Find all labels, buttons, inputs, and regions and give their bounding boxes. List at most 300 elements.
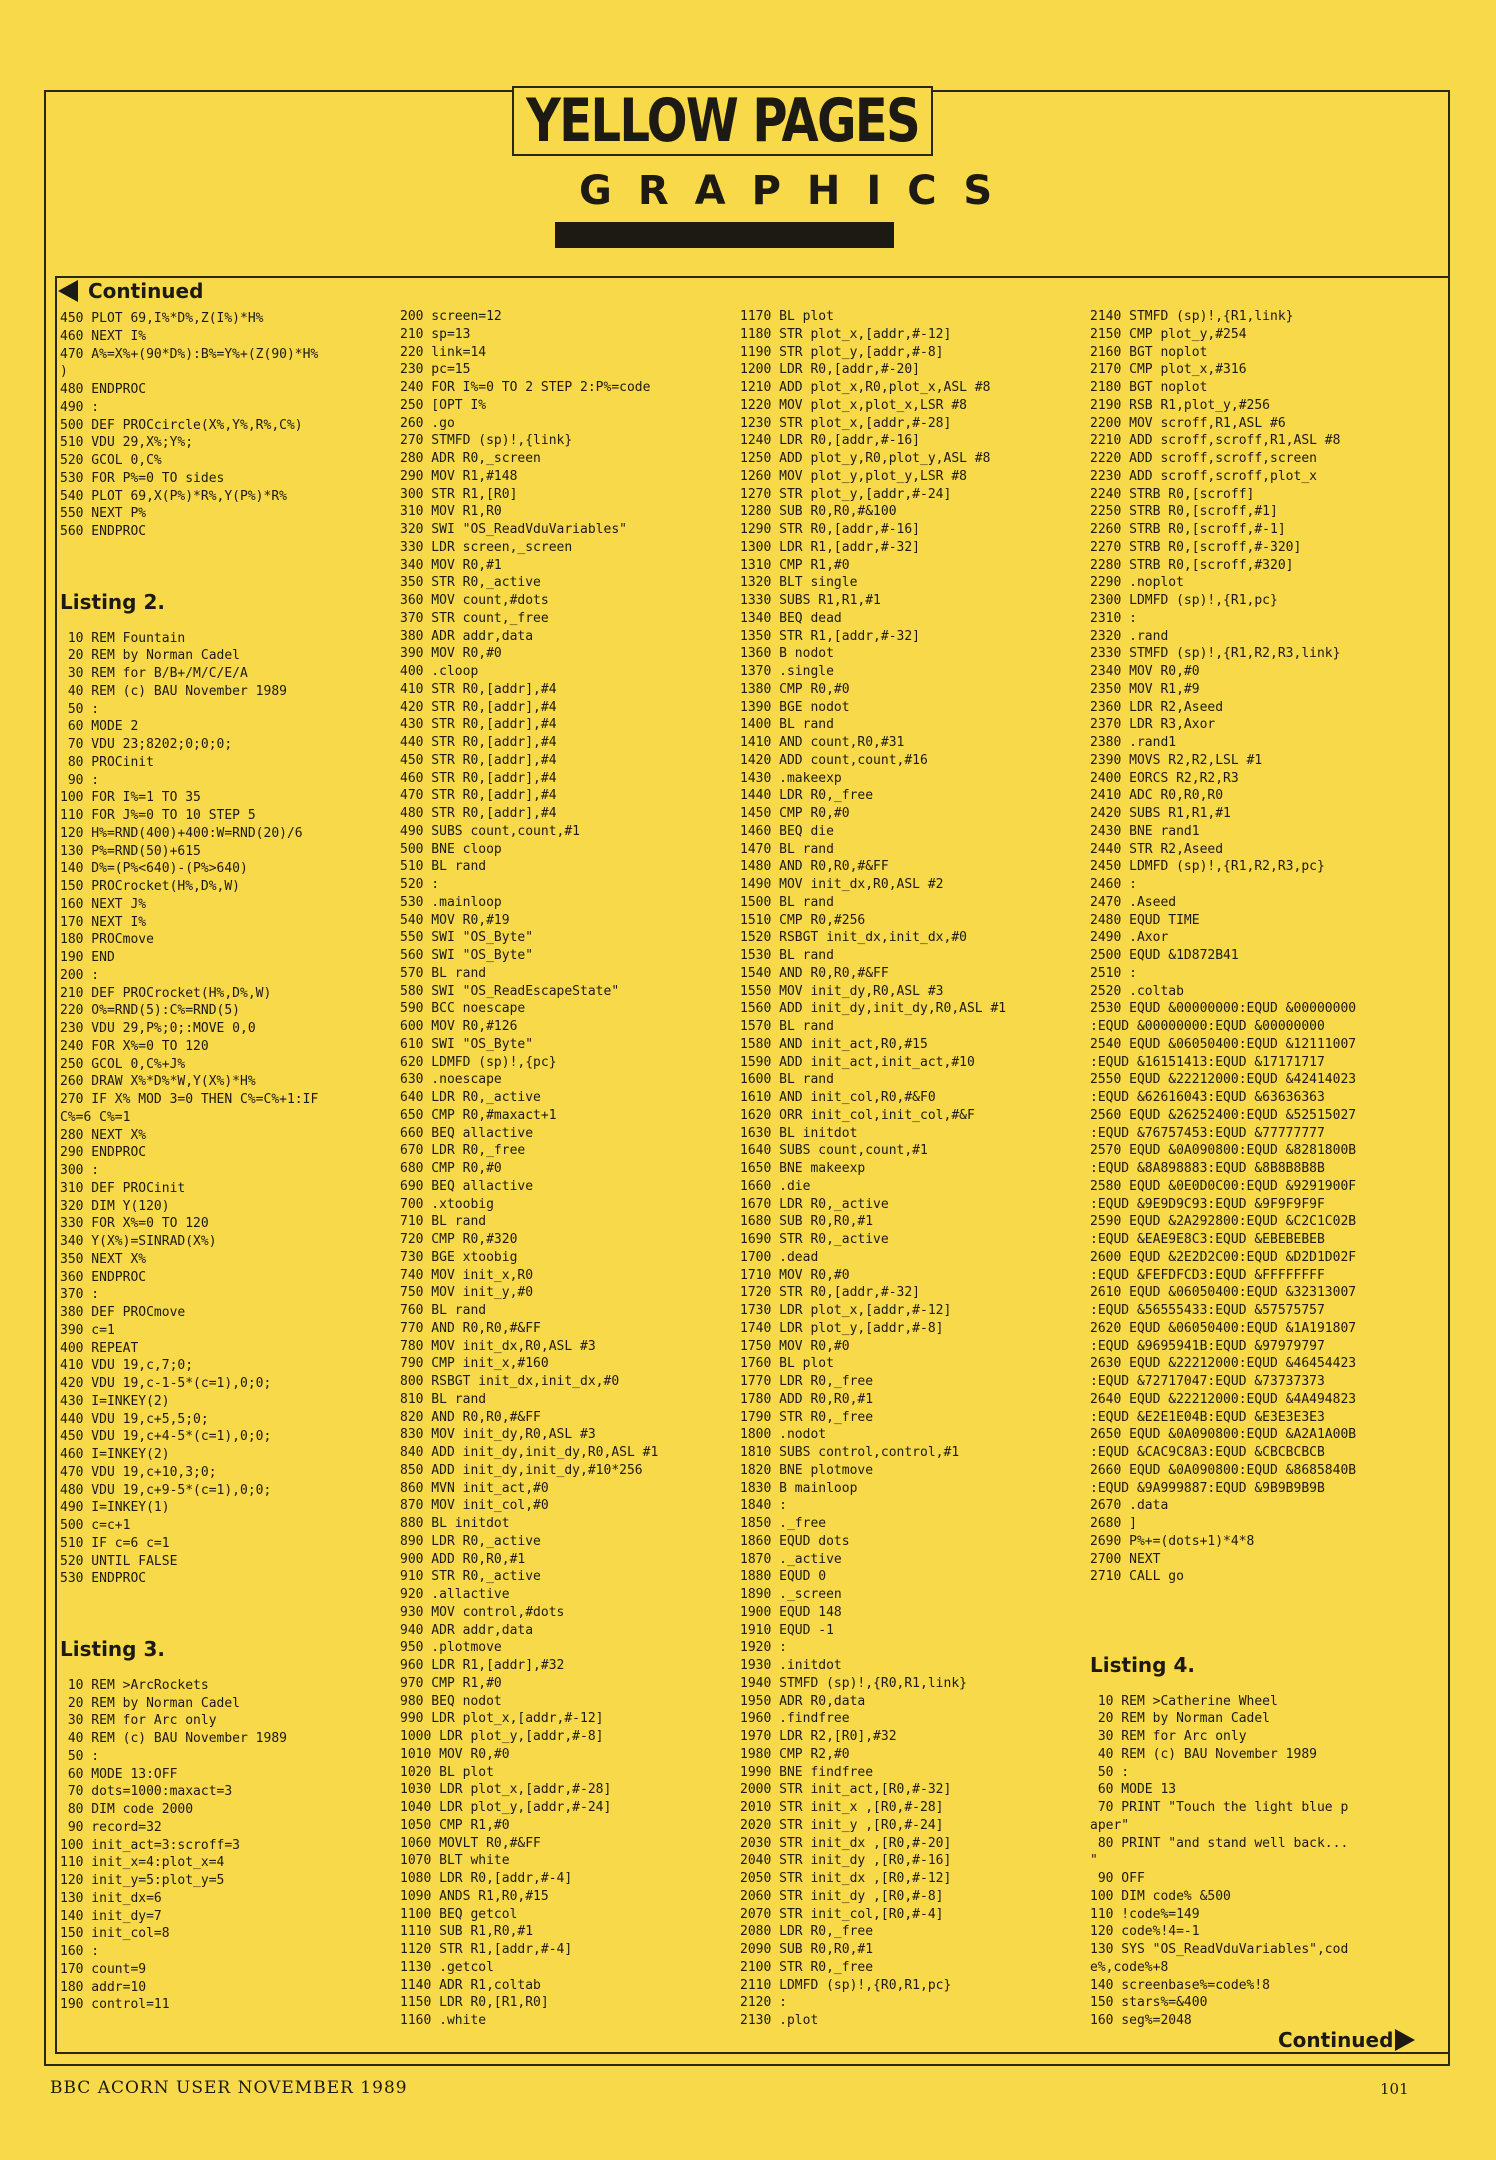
code-line: 1510 CMP R0,#256 <box>740 912 866 928</box>
code-line: 320 DIM Y(120) <box>60 1198 170 1214</box>
code-line: 910 STR R0,_active <box>400 1569 541 1585</box>
code-line: 690 BEQ allactive <box>400 1178 534 1194</box>
code-line: 270 IF X% MOD 3=0 THEN C%=C%+1:IF <box>60 1092 319 1107</box>
page-number: 101 <box>1380 2080 1409 2098</box>
code-line: 160 NEXT J% <box>60 896 147 912</box>
code-line: 230 pc=15 <box>400 362 471 378</box>
code-line: 2270 STRB R0,[scroff,#-320] <box>1090 539 1302 555</box>
code-line: 2220 ADD scroff,scroff,screen <box>1090 451 1317 466</box>
code-line: :EQUD &9A999887:EQUD &9B9B9B9B <box>1090 1480 1325 1496</box>
continued-next-label <box>1278 2028 1415 2052</box>
code-line: 1070 BLT white <box>400 1853 510 1869</box>
code-line: 40 REM (c) BAU November 1989 <box>60 1731 287 1746</box>
code-line: 10 REM Fountain <box>60 630 186 646</box>
code-line: 1590 ADD init_act,init_act,#10 <box>740 1054 975 1070</box>
code-line: 790 CMP init_x,#160 <box>400 1356 549 1372</box>
code-line: 1500 BL rand <box>740 894 834 910</box>
code-line: 1820 BNE plotmove <box>740 1462 874 1478</box>
code-line: 1470 BL rand <box>740 841 834 857</box>
code-line: 920 .allactive <box>400 1587 510 1602</box>
code-line: 140 D%=(P%<640)-(P%>640) <box>60 861 248 877</box>
code-line: 310 DEF PROCinit <box>60 1180 186 1196</box>
code-line: 930 MOV control,#dots <box>400 1604 565 1620</box>
code-line: 200 screen=12 <box>400 309 502 324</box>
code-line <box>1090 1675 1440 1693</box>
code-line: 400 REPEAT <box>60 1340 139 1356</box>
code-line: 1410 AND count,R0,#31 <box>740 735 905 750</box>
code-line: 40 REM (c) BAU November 1989 <box>1090 1746 1317 1762</box>
code-line: 1770 LDR R0,_free <box>740 1374 874 1389</box>
code-line: 530 ENDPROC <box>60 1571 147 1587</box>
code-line: 460 STR R0,[addr],#4 <box>400 770 557 786</box>
code-line: 2250 STRB R0,[scroff,#1] <box>1090 504 1278 520</box>
code-line: 1340 BEQ dead <box>740 610 842 626</box>
code-line: 2470 .Aseed <box>1090 894 1177 910</box>
code-line: 520 : <box>400 877 440 892</box>
code-line: 320 SWI "OS_ReadVduVariables" <box>400 522 627 537</box>
code-line: 2530 EQUD &00000000:EQUD &00000000 <box>1090 1001 1357 1017</box>
code-line: 2120 : <box>740 1995 787 2011</box>
code-line: 710 BL rand <box>400 1214 487 1230</box>
code-line: 1220 MOV plot_x,plot_x,LSR #8 <box>740 397 967 413</box>
code-line: 700 .xtoobig <box>400 1196 494 1212</box>
code-line: 80 PROCinit <box>60 754 154 770</box>
code-line: :EQUD &9695941B:EQUD &97979797 <box>1090 1338 1325 1354</box>
code-line <box>60 1659 400 1677</box>
code-line: :EQUD &9E9D9C93:EQUD &9F9F9F9F <box>1090 1196 1325 1212</box>
code-line: 2010 STR init_x ,[R0,#-28] <box>740 1800 944 1815</box>
code-line: 490 : <box>60 399 100 415</box>
code-line: 170 count=9 <box>60 1961 147 1977</box>
code-line: 1240 LDR R0,[addr,#-16] <box>740 433 921 449</box>
code-line: 2380 .rand1 <box>1090 735 1177 750</box>
code-line: 1810 SUBS control,control,#1 <box>740 1445 960 1460</box>
code-line: 2690 P%+=(dots+1)*4*8 <box>1090 1533 1255 1549</box>
code-line: 740 MOV init_x,R0 <box>400 1267 534 1283</box>
code-line: 2130 .plot <box>740 2013 819 2028</box>
code-line: :EQUD &76757453:EQUD &77777777 <box>1090 1125 1325 1141</box>
code-line: 2090 SUB R0,R0,#1 <box>740 1942 874 1957</box>
code-line: 720 CMP R0,#320 <box>400 1232 518 1247</box>
code-line: 1110 SUB R1,R0,#1 <box>400 1924 534 1940</box>
code-line: 450 STR R0,[addr],#4 <box>400 752 557 768</box>
code-line: 340 MOV R0,#1 <box>400 557 502 573</box>
section-title-bar <box>555 222 894 248</box>
code-line: 550 NEXT P% <box>60 506 147 522</box>
code-line: 1130 .getcol <box>400 1959 494 1975</box>
code-line: 560 ENDPROC <box>60 524 147 539</box>
code-line: 1980 CMP R2,#0 <box>740 1746 850 1762</box>
code-line: 210 sp=13 <box>400 326 471 342</box>
code-line: 1400 BL rand <box>740 717 834 733</box>
code-line: 120 code%!4=-1 <box>1090 1924 1200 1940</box>
code-line: 260 DRAW X%*D%*W,Y(X%)*H% <box>60 1074 256 1090</box>
code-line: 100 DIM code% &500 <box>1090 1888 1231 1904</box>
code-line: 2360 LDR R2,Aseed <box>1090 699 1224 715</box>
code-line: 480 VDU 19,c+9-5*(c=1),0;0; <box>60 1482 272 1498</box>
code-line: 2060 STR init_dy ,[R0,#-8] <box>740 1888 944 1904</box>
code-line: 640 LDR R0,_active <box>400 1090 541 1105</box>
code-line: :EQUD &EAE9E8C3:EQUD &EBEBEBEB <box>1090 1232 1325 1247</box>
code-line: 1530 BL rand <box>740 948 834 963</box>
code-line: 2550 EQUD &22212000:EQUD &42414023 <box>1090 1072 1357 1088</box>
code-line: 1090 ANDS R1,R0,#15 <box>400 1888 549 1904</box>
code-line: 1270 STR plot_y,[addr,#-24] <box>740 486 952 502</box>
code-line: 2460 : <box>1090 877 1137 892</box>
code-line: 290 ENDPROC <box>60 1145 147 1161</box>
continued-from-text: Continued <box>88 279 204 303</box>
code-line <box>60 612 400 630</box>
code-line: 390 MOV R0,#0 <box>400 646 502 662</box>
code-line: 1250 ADD plot_y,R0,plot_y,ASL #8 <box>740 451 991 466</box>
code-line: 1080 LDR R0,[addr,#-4] <box>400 1871 573 1886</box>
code-line: 1840 : <box>740 1498 787 1514</box>
code-line: 1180 STR plot_x,[addr,#-12] <box>740 326 952 342</box>
code-line: 1000 LDR plot_y,[addr,#-8] <box>400 1729 604 1744</box>
code-line: 540 PLOT 69,X(P%)*R%,Y(P%)*R% <box>60 488 287 504</box>
code-line: 520 GCOL 0,C% <box>60 453 162 468</box>
code-line: 1230 STR plot_x,[addr,#-28] <box>740 415 952 431</box>
code-line: 560 SWI "OS_Byte" <box>400 948 534 963</box>
code-line: 120 init_y=5:plot_y=5 <box>60 1873 225 1888</box>
code-line: 2110 LDMFD (sp)!,{R0,R1,pc} <box>740 1977 952 1993</box>
code-line: 2260 STRB R0,[scroff,#-1] <box>1090 522 1286 537</box>
code-line: 90 : <box>60 772 100 788</box>
code-line: 750 MOV init_y,#0 <box>400 1285 534 1301</box>
code-line: 2070 STR init_col,[R0,#-4] <box>740 1906 944 1922</box>
code-line: 280 ADR R0,_screen <box>400 451 541 466</box>
code-line: 440 VDU 19,c+5,5;0; <box>60 1411 209 1427</box>
code-line: 300 : <box>60 1163 100 1178</box>
code-line: 2310 : <box>1090 610 1137 626</box>
code-line: 1580 AND init_act,R0,#15 <box>740 1036 928 1052</box>
code-line: C%=6 C%=1 <box>60 1109 131 1125</box>
code-line: 1880 EQUD 0 <box>740 1569 827 1585</box>
code-line: 2000 STR init_act,[R0,#-32] <box>740 1782 952 1798</box>
code-line: 130 P%=RND(50)+615 <box>60 843 201 859</box>
code-line: 2620 EQUD &06050400:EQUD &1A191807 <box>1090 1320 1357 1336</box>
code-line: 1100 BEQ getcol <box>400 1906 518 1922</box>
code-line: 2050 STR init_dx ,[R0,#-12] <box>740 1871 952 1886</box>
code-line: 1800 .nodot <box>740 1427 827 1443</box>
code-line: 1910 EQUD -1 <box>740 1622 834 1638</box>
code-line: 350 STR R0,_active <box>400 575 541 591</box>
code-line: 820 AND R0,R0,#&FF <box>400 1409 541 1425</box>
code-line: 530 .mainloop <box>400 894 502 910</box>
code-line: 1660 .die <box>740 1178 811 1194</box>
code-line: 360 ENDPROC <box>60 1269 147 1285</box>
code-line: 1730 LDR plot_x,[addr,#-12] <box>740 1303 952 1318</box>
code-line: 2520 .coltab <box>1090 983 1184 999</box>
code-line: 2450 LDMFD (sp)!,{R1,R2,R3,pc} <box>1090 859 1325 875</box>
code-line: 90 record=32 <box>60 1819 162 1835</box>
code-column-2 <box>400 308 730 2030</box>
code-line: :EQUD &72717047:EQUD &73737373 <box>1090 1374 1325 1389</box>
code-line: 370 : <box>60 1287 100 1303</box>
code-line: 1570 BL rand <box>740 1019 834 1034</box>
code-line: 2210 ADD scroff,scroff,R1,ASL #8 <box>1090 433 1341 449</box>
code-line: 340 Y(X%)=SINRAD(X%) <box>60 1234 217 1249</box>
code-line: :EQUD &16151413:EQUD &17171717 <box>1090 1054 1325 1070</box>
code-line: 2630 EQUD &22212000:EQUD &46454423 <box>1090 1356 1357 1372</box>
code-line: 300 STR R1,[R0] <box>400 486 518 502</box>
code-line: 360 MOV count,#dots <box>400 593 549 608</box>
code-line: 2030 STR init_dx ,[R0,#-20] <box>740 1835 952 1851</box>
code-line: 1920 : <box>740 1640 787 1656</box>
code-line: 1330 SUBS R1,R1,#1 <box>740 593 881 608</box>
code-line: 2420 SUBS R1,R1,#1 <box>1090 806 1231 821</box>
code-line: 370 STR count,_free <box>400 610 549 626</box>
code-line: 1850 ._free <box>740 1516 827 1531</box>
code-line: 60 MODE 2 <box>60 719 139 735</box>
code-line: 1790 STR R0,_free <box>740 1409 874 1425</box>
code-line: 120 H%=RND(400)+400:W=RND(20)/6 <box>60 825 303 841</box>
code-line: 800 RSBGT init_dx,init_dx,#0 <box>400 1374 620 1389</box>
code-line: 150 stars%=&400 <box>1090 1995 1208 2011</box>
code-line: e%,code%+8 <box>1090 1959 1169 1975</box>
code-line: 1050 CMP R1,#0 <box>400 1817 510 1833</box>
code-line: 1650 BNE makeexp <box>740 1161 866 1176</box>
code-line: 1860 EQUD dots <box>740 1533 850 1549</box>
code-line: 230 VDU 29,P%;0;:MOVE 0,0 <box>60 1021 256 1036</box>
code-line: 620 LDMFD (sp)!,{pc} <box>400 1054 557 1070</box>
code-line: 20 REM by Norman Cadel <box>1090 1711 1271 1727</box>
code-line: 70 PRINT "Touch the light blue p <box>1090 1800 1349 1815</box>
code-line: 140 screenbase%=code%!8 <box>1090 1977 1271 1993</box>
code-line: 830 MOV init_dy,R0,ASL #3 <box>400 1427 596 1443</box>
code-line: 1990 BNE findfree <box>740 1764 874 1780</box>
code-line: 1890 ._screen <box>740 1587 842 1602</box>
code-line: 140 init_dy=7 <box>60 1908 162 1924</box>
code-line: 1900 EQUD 148 <box>740 1604 842 1620</box>
code-line: 880 BL initdot <box>400 1516 510 1531</box>
code-line: 1300 LDR R1,[addr,#-32] <box>740 539 921 555</box>
code-line: 430 STR R0,[addr],#4 <box>400 717 557 733</box>
code-line: 2700 NEXT <box>1090 1551 1161 1567</box>
code-line: 470 VDU 19,c+10,3;0; <box>60 1464 217 1480</box>
code-column-3 <box>740 308 1070 2030</box>
code-line: 2480 EQUD TIME <box>1090 912 1200 928</box>
code-line: 2020 STR init_y ,[R0,#-24] <box>740 1817 944 1833</box>
code-line: 530 FOR P%=0 TO sides <box>60 470 225 486</box>
code-line: 80 DIM code 2000 <box>60 1802 194 1817</box>
code-line: 1200 LDR R0,[addr,#-20] <box>740 362 921 378</box>
code-line: 20 REM by Norman Cadel <box>60 648 241 664</box>
code-line: 1040 LDR plot_y,[addr,#-24] <box>400 1800 612 1815</box>
code-line: 60 MODE 13:OFF <box>60 1766 178 1782</box>
code-line: 1690 STR R0,_active <box>740 1232 889 1247</box>
code-line: 2440 STR R2,Aseed <box>1090 841 1224 857</box>
code-line: 70 dots=1000:maxact=3 <box>60 1784 233 1800</box>
code-line <box>60 541 400 559</box>
code-line: 550 SWI "OS_Byte" <box>400 930 534 946</box>
code-line: :EQUD &00000000:EQUD &00000000 <box>1090 1019 1325 1034</box>
code-line: 1260 MOV plot_y,plot_y,LSR #8 <box>740 468 967 484</box>
code-line: 440 STR R0,[addr],#4 <box>400 735 557 750</box>
code-line: 1030 LDR plot_x,[addr,#-28] <box>400 1782 612 1798</box>
code-line: 470 STR R0,[addr],#4 <box>400 788 557 804</box>
code-line: 490 SUBS count,count,#1 <box>400 823 581 839</box>
code-line: 850 ADD init_dy,init_dy,#10*256 <box>400 1462 643 1478</box>
code-line: 980 BEQ nodot <box>400 1693 502 1709</box>
code-line: 2570 EQUD &0A090800:EQUD &8281800B <box>1090 1143 1357 1159</box>
code-line: 2660 EQUD &0A090800:EQUD &8685840B <box>1090 1462 1357 1478</box>
code-line: :EQUD &56555433:EQUD &57575757 <box>1090 1303 1325 1318</box>
code-line: 30 REM for Arc only <box>1090 1729 1247 1744</box>
code-line: 2680 ] <box>1090 1516 1137 1531</box>
code-line: 1680 SUB R0,R0,#1 <box>740 1214 874 1230</box>
code-line: 1140 ADR R1,coltab <box>400 1977 541 1993</box>
code-line: 1310 CMP R1,#0 <box>740 557 850 573</box>
code-line: 2640 EQUD &22212000:EQUD &4A494823 <box>1090 1391 1357 1407</box>
code-line: 2670 .data <box>1090 1498 1169 1514</box>
code-line: 1280 SUB R0,R0,#&100 <box>740 504 897 520</box>
code-line: 1960 .findfree <box>740 1711 850 1727</box>
code-line: 1460 BEQ die <box>740 823 834 839</box>
code-line: 960 LDR R1,[addr],#32 <box>400 1658 565 1673</box>
code-line: 2410 ADC R0,R0,R0 <box>1090 788 1224 804</box>
code-line: 900 ADD R0,R0,#1 <box>400 1551 526 1567</box>
code-line: 1750 MOV R0,#0 <box>740 1338 850 1354</box>
code-line: 2140 STMFD (sp)!,{R1,link} <box>1090 309 1294 324</box>
code-line: 250 [OPT I% <box>400 397 487 413</box>
code-line: 2350 MOV R1,#9 <box>1090 681 1200 697</box>
code-line: 260 .go <box>400 415 455 431</box>
code-line: 350 NEXT X% <box>60 1251 147 1267</box>
code-line: 270 STMFD (sp)!,{link} <box>400 433 573 449</box>
code-line: 2180 BGT noplot <box>1090 380 1208 395</box>
code-line: 190 control=11 <box>60 1997 170 2013</box>
code-line: 1740 LDR plot_y,[addr,#-8] <box>740 1320 944 1336</box>
code-line: 670 LDR R0,_free <box>400 1143 526 1159</box>
code-line: 420 STR R0,[addr],#4 <box>400 699 557 715</box>
code-line: 780 MOV init_dx,R0,ASL #3 <box>400 1338 596 1354</box>
code-line: 1930 .initdot <box>740 1658 842 1673</box>
code-line: 1320 BLT single <box>740 575 858 591</box>
code-line: 840 ADD init_dy,init_dy,R0,ASL #1 <box>400 1445 659 1460</box>
code-line: 2590 EQUD &2A292800:EQUD &C2C1C02B <box>1090 1214 1357 1230</box>
code-line: 1440 LDR R0,_free <box>740 788 874 804</box>
code-line: :EQUD &E2E1E04B:EQUD &E3E3E3E3 <box>1090 1409 1325 1425</box>
code-line: 90 OFF <box>1090 1871 1145 1886</box>
code-line: 1830 B mainloop <box>740 1480 858 1496</box>
code-line <box>60 1588 400 1606</box>
code-line: 2490 .Axor <box>1090 930 1169 946</box>
code-line: 60 MODE 13 <box>1090 1782 1177 1798</box>
code-line: 1760 BL plot <box>740 1356 834 1372</box>
continued-next-text: Continued <box>1278 2028 1394 2052</box>
code-line: :EQUD &CAC9C8A3:EQUD &CBCBCBCB <box>1090 1445 1325 1460</box>
code-line: 500 c=c+1 <box>60 1518 131 1533</box>
code-line: 1390 BGE nodot <box>740 699 850 715</box>
code-line: 2230 ADD scroff,scroff,plot_x <box>1090 468 1317 484</box>
title-box <box>512 86 933 156</box>
code-line: 290 MOV R1,#148 <box>400 468 518 484</box>
code-line: 380 DEF PROCmove <box>60 1305 186 1320</box>
code-line: 150 PROCrocket(H%,D%,W) <box>60 879 241 894</box>
code-line: 590 BCC noescape <box>400 1001 526 1017</box>
code-line: 1780 ADD R0,R0,#1 <box>740 1391 874 1407</box>
code-line: 2170 CMP plot_x,#316 <box>1090 362 1247 378</box>
code-line: 2600 EQUD &2E2D2C00:EQUD &D2D1D02F <box>1090 1249 1357 1265</box>
code-line: 630 .noescape <box>400 1072 502 1088</box>
code-line: 1360 B nodot <box>740 646 834 662</box>
code-line: 30 REM for Arc only <box>60 1713 217 1729</box>
code-line: 1640 SUBS count,count,#1 <box>740 1143 928 1159</box>
code-line: 1540 AND R0,R0,#&FF <box>740 965 889 981</box>
code-line: 2500 EQUD &1D872B41 <box>1090 948 1239 963</box>
code-line: 660 BEQ allactive <box>400 1125 534 1141</box>
code-line: 160 seg%=2048 <box>1090 2013 1192 2028</box>
code-line: 2430 BNE rand1 <box>1090 823 1200 839</box>
code-line: 1350 STR R1,[addr,#-32] <box>740 628 921 644</box>
code-line: 2610 EQUD &06050400:EQUD &32313007 <box>1090 1285 1357 1301</box>
code-line: 1560 ADD init_dy,init_dy,R0,ASL #1 <box>740 1001 1007 1017</box>
code-line: 2390 MOVS R2,R2,LSL #1 <box>1090 752 1263 768</box>
code-line: 180 PROCmove <box>60 932 154 948</box>
code-line: 1950 ADR R0,data <box>740 1693 866 1709</box>
code-line: 510 VDU 29,X%;Y%; <box>60 435 194 451</box>
code-line: 50 : <box>1090 1764 1130 1780</box>
code-line: 330 LDR screen,_screen <box>400 539 573 555</box>
code-line: 330 FOR X%=0 TO 120 <box>60 1216 209 1232</box>
code-line: 2510 : <box>1090 965 1137 981</box>
code-line <box>60 1606 400 1624</box>
code-line: 1710 MOV R0,#0 <box>740 1267 850 1283</box>
code-line: 250 GCOL 0,C%+J% <box>60 1056 186 1072</box>
publication-footer: BBC ACORN USER NOVEMBER 1989 <box>50 2078 408 2098</box>
code-line: :EQUD &FEFDFCD3:EQUD &FFFFFFFF <box>1090 1267 1325 1283</box>
code-line: 2040 STR init_dy ,[R0,#-16] <box>740 1853 952 1869</box>
code-line: 2080 LDR R0,_free <box>740 1924 874 1940</box>
code-line: 400 .cloop <box>400 664 479 679</box>
code-line: 2150 CMP plot_y,#254 <box>1090 326 1247 342</box>
code-line: 510 IF c=6 c=1 <box>60 1535 170 1551</box>
code-line: 1210 ADD plot_x,R0,plot_x,ASL #8 <box>740 380 991 395</box>
code-line: 490 I=INKEY(1) <box>60 1500 170 1516</box>
code-line: 1010 MOV R0,#0 <box>400 1746 510 1762</box>
code-line: 2540 EQUD &06050400:EQUD &12111007 <box>1090 1036 1357 1052</box>
code-line: 100 init_act=3:scroff=3 <box>60 1837 241 1853</box>
code-line: 130 init_dx=6 <box>60 1890 162 1906</box>
code-line: 280 NEXT X% <box>60 1127 147 1143</box>
code-line: 50 : <box>60 1748 100 1764</box>
code-line: 220 link=14 <box>400 344 487 360</box>
code-line: 870 MOV init_col,#0 <box>400 1498 549 1514</box>
code-line: 1120 STR R1,[addr,#-4] <box>400 1942 573 1957</box>
code-line: 160 : <box>60 1944 100 1959</box>
code-line: 860 MVN init_act,#0 <box>400 1480 549 1496</box>
code-line: 450 PLOT 69,I%*D%,Z(I%)*H% <box>60 311 264 326</box>
code-line: 1450 CMP R0,#0 <box>740 806 850 821</box>
code-line: 600 MOV R0,#126 <box>400 1019 518 1034</box>
code-line: 760 BL rand <box>400 1303 487 1318</box>
code-line: 40 REM (c) BAU November 1989 <box>60 683 287 699</box>
code-line: 2710 CALL go <box>1090 1569 1184 1585</box>
code-line: 110 !code%=149 <box>1090 1906 1200 1922</box>
code-line: 240 FOR I%=0 TO 2 STEP 2:P%=code <box>400 380 651 395</box>
code-line: 1610 AND init_col,R0,#&F0 <box>740 1090 936 1105</box>
code-line: 2160 BGT noplot <box>1090 344 1208 360</box>
code-line: 1420 ADD count,count,#16 <box>740 752 928 768</box>
code-line: 2240 STRB R0,[scroff] <box>1090 486 1255 502</box>
code-line: 1700 .dead <box>740 1249 819 1265</box>
code-line: :EQUD &62616043:EQUD &63636363 <box>1090 1090 1325 1105</box>
code-line: 1670 LDR R0,_active <box>740 1196 889 1212</box>
code-line: 70 VDU 23;8202;0;0;0; <box>60 737 233 752</box>
code-line: 1160 .white <box>400 2013 487 2028</box>
code-line: 470 A%=X%+(90*D%):B%=Y%+(Z(90)*H% <box>60 346 319 362</box>
